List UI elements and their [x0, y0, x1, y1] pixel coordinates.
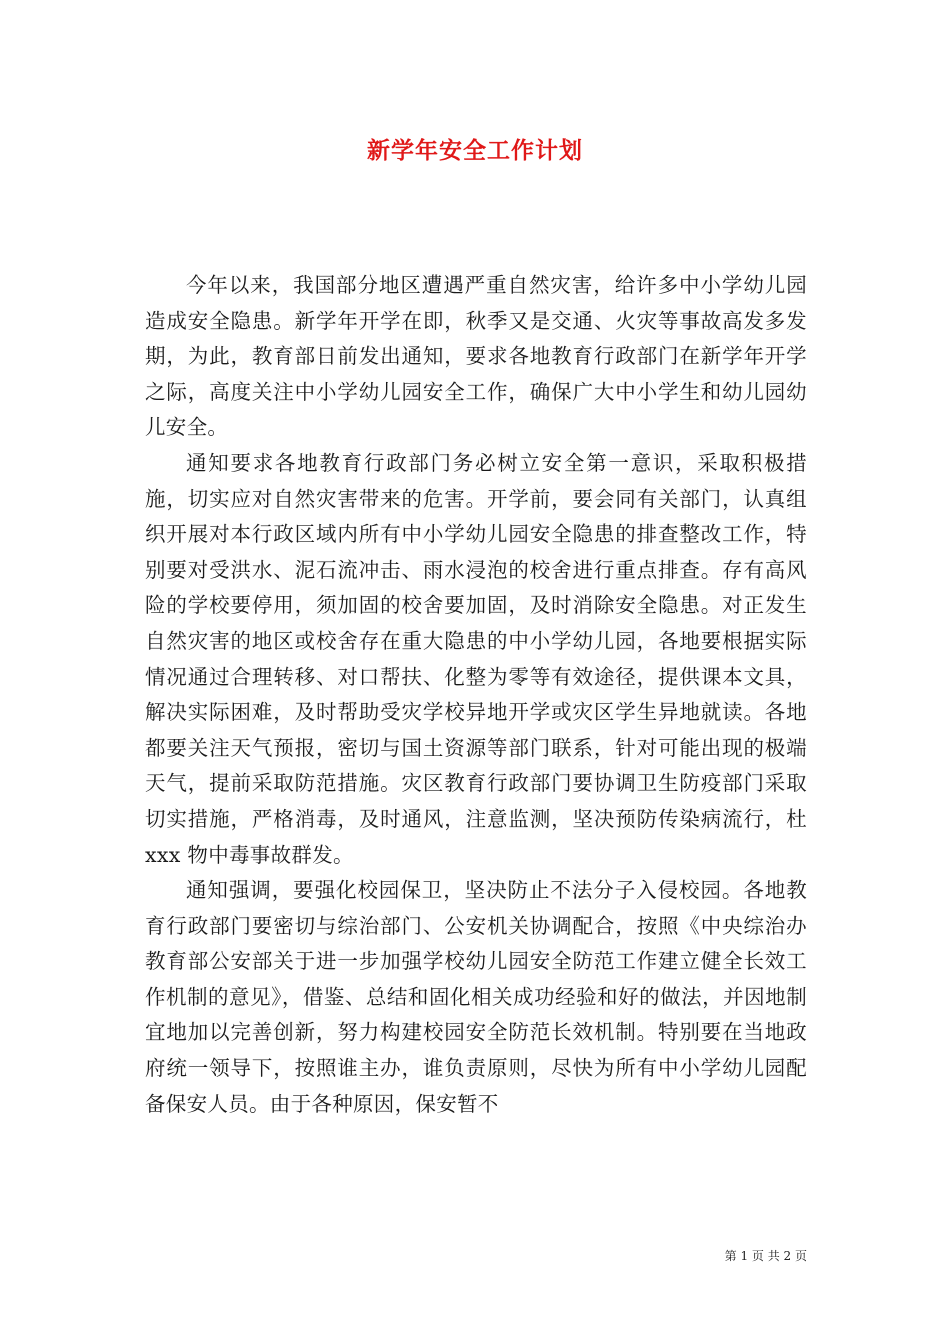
- paragraph-3: 通知强调，要强化校园保卫，坚决防止不法分子入侵校园。各地教育行政部门要密切与综治部门、公安机关协调配合，按照《中央综治办教育部公安部关于进一步加强学校幼儿园安全防范工作建立健全长效工作机制的意见》，借鉴、总结和固化相关成功经验和好的做法，并因地制宜地加以完善创新，努力构建校园安全防范长效机制。特别要在当地政府统一领导下，按照谁主办，谁负责原则，尽快为所有中小学幼儿园配备保安人员。由于各种原因，保安暂不: [145, 878, 807, 1116]
- paragraph-2: 通知要求各地教育行政部门务必树立安全第一意识，采取积极措施，切实应对自然灾害带来的危害。开学前，要会同有关部门，认真组织开展对本行政区域内所有中小学幼儿园安全隐患的排查整改工作，特别要对受洪水、泥石流冲击、雨水浸泡的校舍进行重点排查。存有高风险的学校要停用，须加固的校舍要加固，及时消除安全隐患。对正发生自然灾害的地区或校舍存在重大隐患的中小学幼儿园，各地要根据实际情况通过合理转移、对口帮扶、化整为零等有效途径，提供课本文具，解决实际困难，及时帮助受灾学校异地开学或灾区学生异地就读。各地都要关注天气预报，密切与国土资源等部门联系，针对可能出现的极端天气，提前采取防范措施。灾区教育行政部门要协调卫生防疫部门采取切实措施，严格消毒，及时通风，注意监测，坚决预防传染病流行，杜 xxx 物中毒事故群发。: [145, 450, 807, 867]
- paragraph-1: 今年以来，我国部分地区遭遇严重自然灾害，给许多中小学幼儿园造成安全隐患。新学年开学在即，秋季又是交通、火灾等事故高发多发期，为此，教育部日前发出通知，要求各地教育行政部门在新学年开学之际，高度关注中小学幼儿园安全工作，确保广大中小学生和幼儿园幼儿安全。: [145, 273, 807, 440]
- document-title: 新学年安全工作计划: [367, 137, 583, 164]
- document-body: [145, 268, 807, 1122]
- page-number: 第 1 页 共 2 页: [724, 1249, 807, 1263]
